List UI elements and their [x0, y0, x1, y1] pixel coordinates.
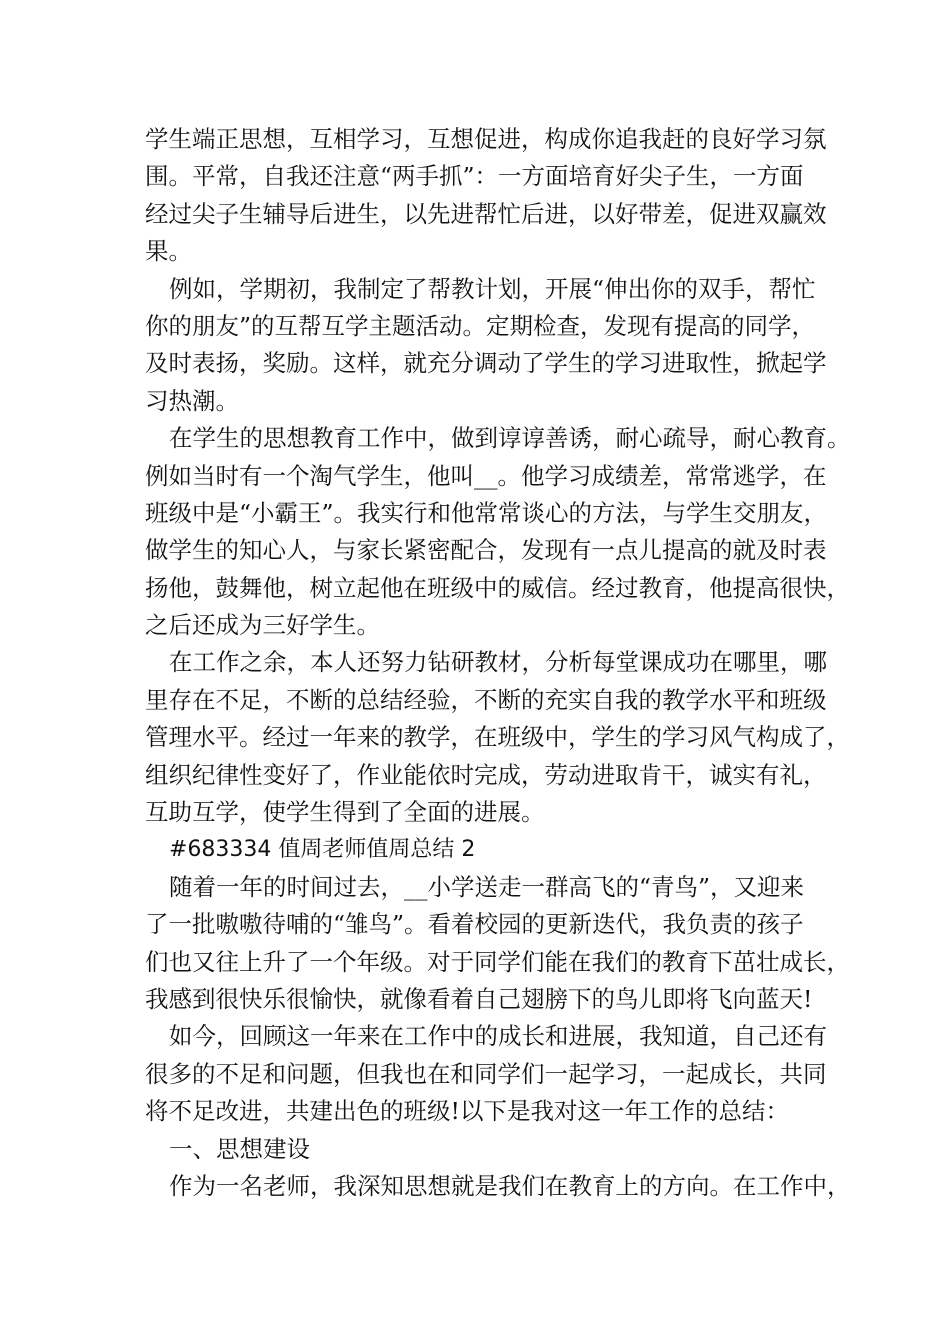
text-line: 了一批嗷嗷待哺的“雏鸟”。看着校园的更新迭代，我负责的孩子: [145, 910, 804, 939]
text-line: 学生端正思想，互相学习，互想促进，构成你追我赶的良好学习氛: [145, 125, 827, 153]
document-body: [145, 121, 851, 1205]
text-line: 组织纪律性变好了，作业能依时完成，劳动进取肯干，诚实有礼，: [145, 760, 827, 789]
paragraph-start-line: 作为一名老师，我深知思想就是我们在教育上的方向。在工作中，: [169, 1171, 851, 1200]
text-line: 之后还成为三好学生。: [145, 611, 380, 640]
paragraph-start-line: 如今，回顾这一年来在工作中的成长和进展，我知道，自己还有: [169, 1022, 827, 1051]
text-line: 互助互学，使学生得到了全面的进展。: [145, 798, 545, 827]
text-line: 班级中是“小霸王”。我实行和他常常谈心的方法，与学生交朋友，: [145, 498, 828, 527]
text-line: 管理水平。经过一年来的教学，在班级中，学生的学习风气构成了，: [145, 723, 850, 752]
text-line: 我感到很快乐很愉快，就像看着自己翅膀下的鸟儿即将飞向蓝天!: [145, 984, 813, 1013]
text-line: 里存在不足，不断的总结经验，不断的充实自我的教学水平和班级: [145, 685, 827, 714]
section-heading: #683334 值周老师值周总结 2: [169, 837, 476, 863]
text-line: 习热潮。: [145, 386, 239, 415]
text-line: 扬他，鼓舞他，树立起他在班级中的威信。经过教育，他提高很快，: [145, 573, 850, 602]
text-line: 做学生的知心人，与家长紧密配合，发现有一点儿提高的就及时表: [145, 536, 827, 565]
text-line: 例如当时有一个淘气学生，他叫__。他学习成绩差，常常逃学，在: [145, 461, 827, 490]
text-line: 经过尖子生辅导后进生，以先进帮忙后进，以好带差，促进双赢效: [145, 199, 827, 228]
text-line: 果。: [145, 237, 192, 266]
paragraph-start-line: 在学生的思想教育工作中，做到谆谆善诱，耐心疏导，耐心教育。: [169, 424, 851, 453]
paragraph-start-line: 在工作之余，本人还努力钻研教材，分析每堂课成功在哪里，哪: [169, 648, 827, 677]
text-line: 们也又往上升了一个年级。对于同学们能在我们的教育下茁壮成长，: [145, 947, 850, 976]
paragraph-start-line: 例如，学期初，我制定了帮教计划，开展“伸出你的双手，帮忙: [169, 274, 816, 303]
subsection-heading: 一、思想建设: [169, 1134, 310, 1163]
text-line: 及时表扬，奖励。这样，就充分调动了学生的学习进取性，掀起学: [145, 349, 827, 378]
text-line: 围。平常，自我还注意“两手抓”：一方面培育好尖子生，一方面: [145, 162, 804, 191]
text-line: 很多的不足和问题，但我也在和同学们一起学习，一起成长，共同: [145, 1059, 827, 1088]
text-line: 你的朋友”的互帮互学主题活动。定期检查，发现有提高的同学，: [145, 311, 816, 340]
text-line: 将不足改进，共建出色的班级!以下是我对这一年工作的总结：: [145, 1097, 789, 1126]
paragraph-start-line: 随着一年的时间过去，__小学送走一群高飞的“青鸟”，又迎来: [169, 872, 805, 901]
